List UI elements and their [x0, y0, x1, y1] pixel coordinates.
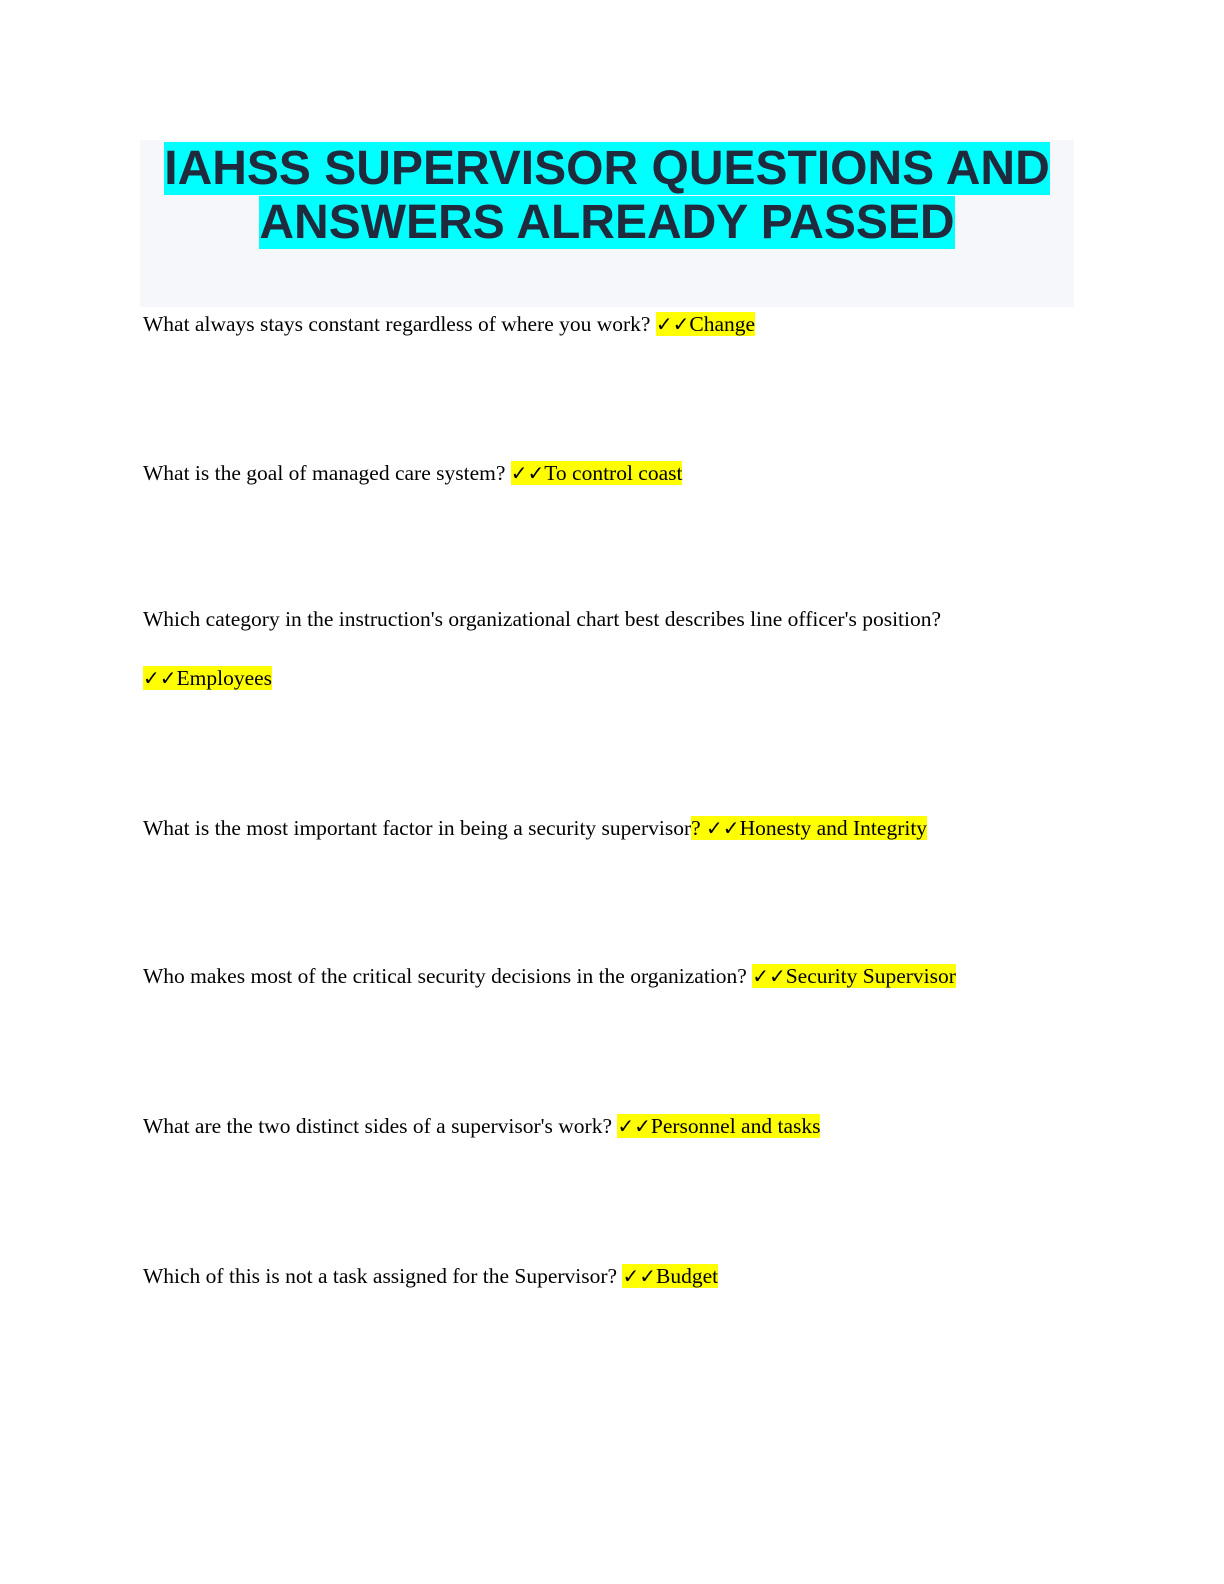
answer-1-text: Change: [689, 312, 756, 336]
answer-3: [143, 666, 272, 690]
check-mark-icon: ✓✓: [622, 1264, 656, 1288]
answer-5: [752, 964, 956, 988]
answer-6: [617, 1114, 820, 1138]
title-line-1: IAHSS SUPERVISOR QUESTIONS AND: [164, 142, 1050, 195]
qa-item-1: [143, 309, 755, 339]
qa-item-5: [143, 961, 956, 991]
answer-4-prefix: ?: [691, 816, 707, 840]
answer-1: [656, 312, 755, 336]
answer-2-text: To control coast: [544, 461, 683, 485]
check-mark-icon: ✓✓: [510, 461, 545, 485]
check-mark-icon: ✓✓: [655, 312, 690, 336]
title-line-2: ANSWERS ALREADY PASSED: [259, 196, 955, 249]
qa-item-4: [143, 813, 927, 843]
qa-item-7: [143, 1261, 718, 1291]
answer-7: [622, 1264, 718, 1288]
question-4: What is the most important factor in being a security supervisor: [143, 816, 692, 840]
answer-5-text: Security Supervisor: [785, 964, 956, 988]
answer-3-text: Employees: [176, 666, 273, 690]
question-5: Who makes most of the critical security decisions in the organization?: [143, 964, 753, 988]
qa-item-3-answer-line: [143, 663, 272, 693]
qa-item-6: [143, 1111, 820, 1141]
question-1: What always stays constant regardless of where you work?: [143, 312, 656, 336]
question-6: What are the two distinct sides of a supervisor's work?: [143, 1114, 618, 1138]
answer-7-text: Budget: [656, 1264, 719, 1288]
question-7: Which of this is not a task assigned for the Supervisor?: [143, 1264, 623, 1288]
answer-6-text: Personnel and tasks: [650, 1114, 821, 1138]
check-mark-icon: ✓✓: [706, 816, 740, 840]
answer-4-text: Honesty and Integrity: [739, 816, 928, 840]
check-mark-icon: ✓✓: [617, 1114, 651, 1138]
check-mark-icon: ✓✓: [143, 666, 177, 690]
qa-item-2: [143, 458, 682, 488]
answer-2: [511, 461, 683, 485]
question-3: Which category in the instruction's organizational chart best describes line officer's position?: [143, 607, 942, 631]
answer-4: [691, 816, 927, 840]
question-2: What is the goal of managed care system?: [143, 461, 511, 485]
document-title: [140, 142, 1074, 250]
check-mark-icon: ✓✓: [752, 964, 786, 988]
qa-item-3: [143, 604, 941, 634]
